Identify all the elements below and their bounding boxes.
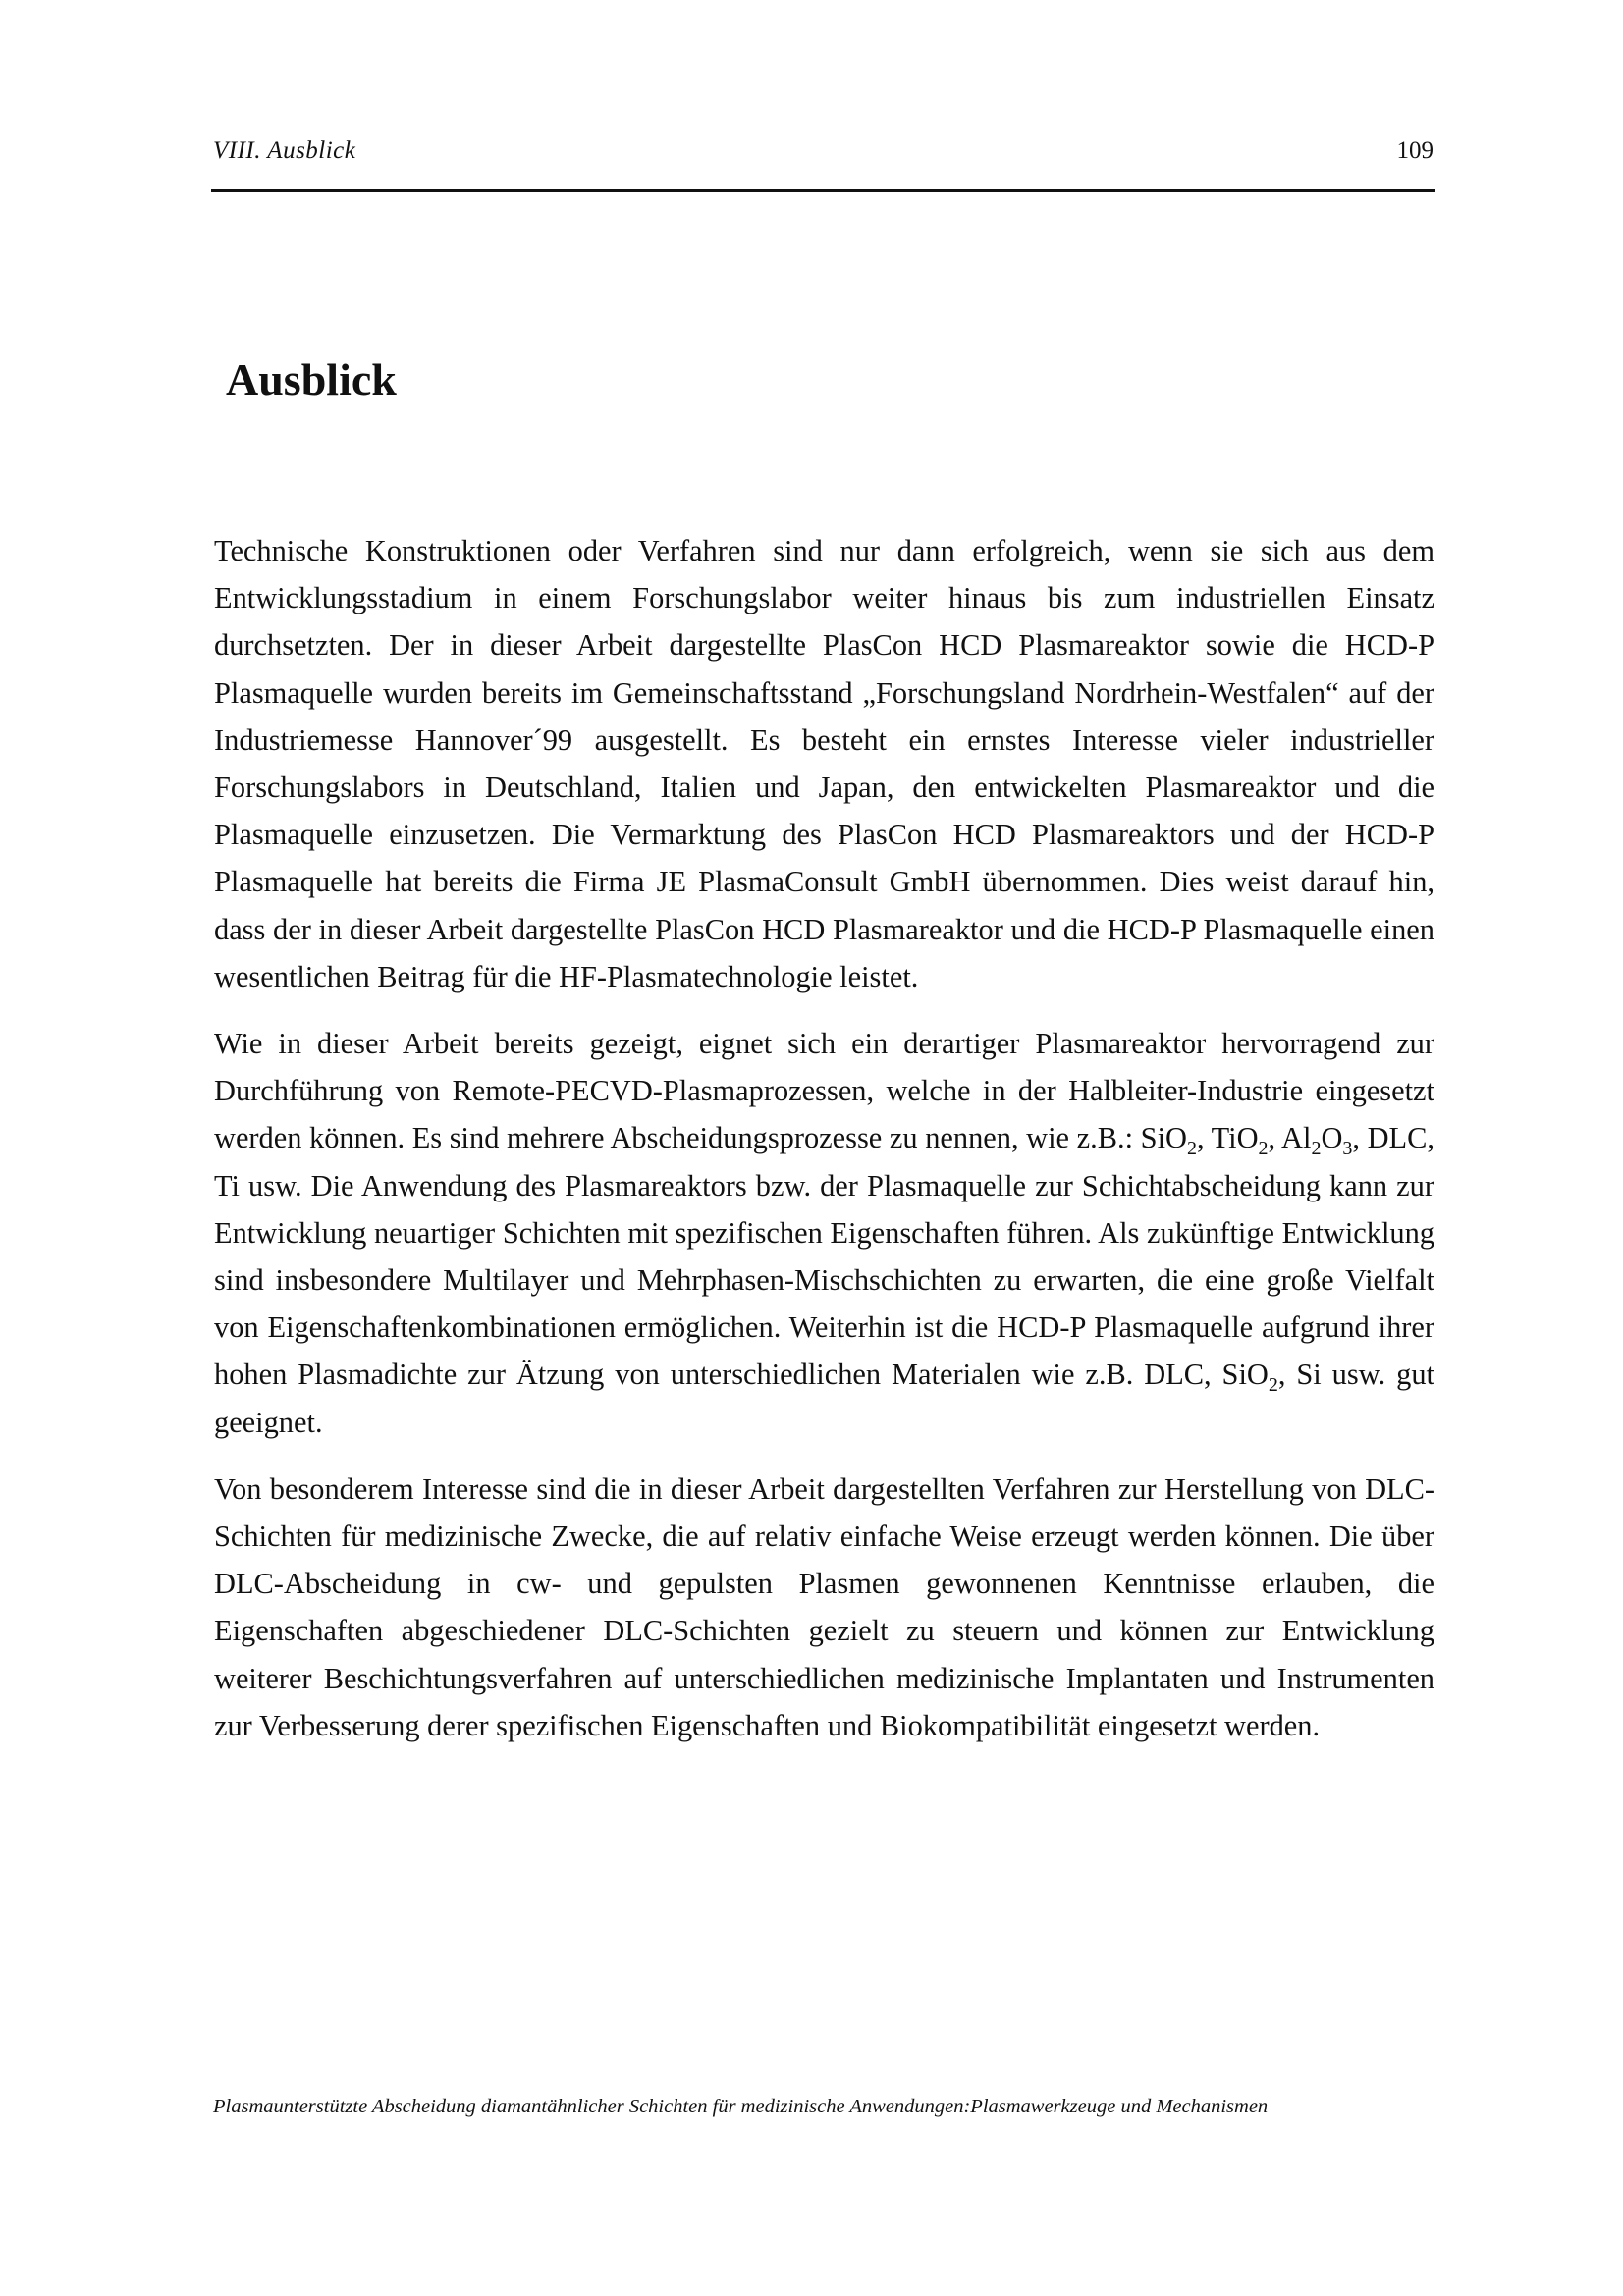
subscript: 2: [1268, 1374, 1278, 1397]
running-footer: Plasmaunterstützte Abscheidung diamantähnlicher Schichten für medizinische Anwendungen:Plasmawerkzeuge und Mechanismen: [213, 2096, 1269, 2117]
subscript: 2: [1186, 1138, 1197, 1160]
page-number: 109: [1396, 137, 1434, 164]
subscript: 2: [1258, 1138, 1269, 1160]
chapter-heading: Ausblick: [226, 354, 397, 404]
paragraph-2-text: , Al: [1268, 1121, 1312, 1155]
subscript: 2: [1311, 1138, 1322, 1160]
header-chapter-title: VIII. Ausblick: [213, 137, 356, 164]
header-divider: [211, 189, 1435, 192]
paragraph-2-text: , Si usw. gut geeignet.: [214, 1358, 1434, 1439]
paragraph-2-text: O: [1321, 1121, 1343, 1155]
paragraph-2: [214, 1020, 1434, 1446]
subscript: 3: [1342, 1138, 1353, 1160]
paragraph-2-text: , DLC, Ti usw. Die Anwendung des Plasmareaktors bzw. der Plasmaquelle zur Schichtabscheidung kann zur Entwicklung neuartiger Schichten mit spezifischen Eigenschaften führen. Als zukünftige Entwicklung sind insbesondere Multilayer und Mehrphasen-Mischschichten zu erwarten, die eine große Vielfalt von Eigenschaftenkombinationen ermöglichen. Weiterhin ist die HCD-P Plasmaquelle aufgrund ihrer hohen Plasmadichte zur Ätzung von unterschiedlichen Materialen wie z.B. DLC, SiO: [214, 1121, 1434, 1392]
paragraph-3: Von besonderem Interesse sind die in dieser Arbeit dargestellten Verfahren zur Herstellung von DLC-Schichten für medizinische Zwecke, die auf relativ einfache Weise erzeugt werden können. Die über DLC-Abscheidung in cw- und gepulsten Plasmen gewonnenen Kenntnisse erlauben, die Eigenschaften abgeschiedener DLC-Schichten gezielt zu steuern und können zur Entwicklung weiterer Beschichtungsverfahren auf unterschiedlichen medizinische Implantaten und Instrumenten zur Verbesserung derer spezifischen Eigenschaften und Biokompatibilität eingesetzt werden.: [214, 1471, 1434, 1742]
paragraph-2-text: , TiO: [1196, 1121, 1259, 1155]
body-text: [214, 527, 1434, 1769]
running-header: [213, 137, 1434, 173]
paragraph-1: Technische Konstruktionen oder Verfahren sind nur dann erfolgreich, wenn sie sich aus dem Entwicklungsstadium in einem Forschungslabor weiter hinaus bis zum industriellen Einsatz durchsetzten. Der in dieser Arbeit dargestellte PlasCon HCD Plasmareaktor sowie die HCD-P Plasmaquelle wurden bereits im Gemeinschaftsstand „Forschungsland Nordrhein-Westfalen“ auf der Industriemesse Hannover´99 ausgestellt. Es besteht ein ernstes Interesse vieler industrieller Forschungslabors in Deutschland, Italien und Japan, den entwickelten Plasmareaktor und die Plasmaquelle einzusetzen. Die Vermarktung des PlasCon HCD Plasmareaktors und der HCD-P Plasmaquelle hat bereits die Firma JE PlasmaConsult GmbH übernommen. Dies weist darauf hin, dass der in dieser Arbeit dargestellte PlasCon HCD Plasmareaktor und die HCD-P Plasmaquelle einen wesentlichen Beitrag für die HF-Plasmatechnologie leistet.: [214, 534, 1434, 993]
paragraph-2-text: Wie in dieser Arbeit bereits gezeigt, eignet sich ein derartiger Plasmareaktor hervorragend zur Durchführung von Remote-PECVD-Plasmaprozessen, welche in der Halbleiter-Industrie eingesetzt werden können. Es sind mehrere Abscheidungsprozesse zu nennen, wie z.B.: SiO: [214, 1027, 1434, 1155]
